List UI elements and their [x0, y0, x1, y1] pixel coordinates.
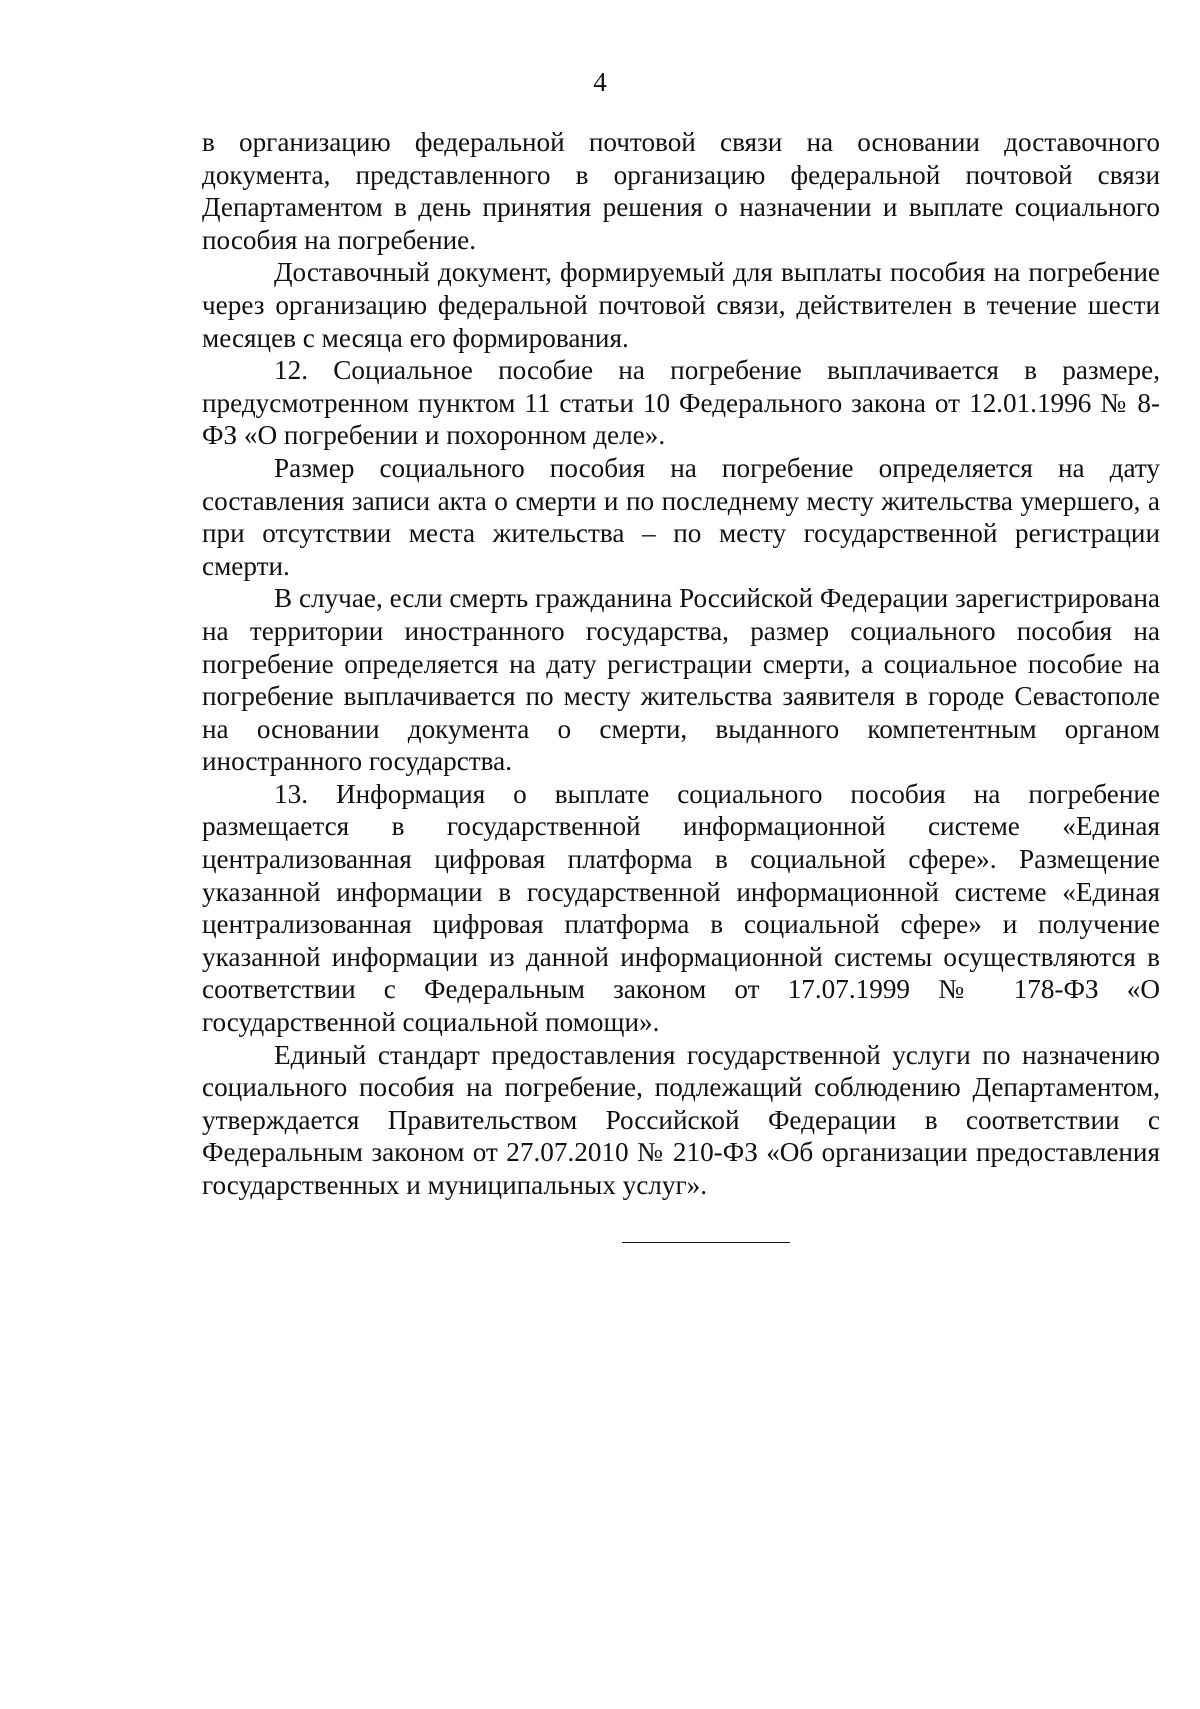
paragraph-unified-standard: Единый стандарт предоставления государственной услуги по назначению социального пособия на погребение, подлежащий соблюдению Департаментом, утверждается Правительством Российской Федерации в соответствии с Федеральным законом от 27.07.2010 № 210-ФЗ «Об организации предоставления государственных и муниципальных услуг». [202, 1039, 1160, 1200]
paragraph-clause-12: 12. Социальное пособие на погребение выплачивается в размере, предусмотренном пунктом 11 статьи 10 Федерального закона от 12.01.1996 № 8-ФЗ «О погребении и похоронном деле». [202, 355, 1160, 451]
document-body [202, 126, 1160, 1202]
paragraph-clause-13: 13. Информация о выплате социального пособия на погребение размещается в государственной информационной системе «Единая централизованная цифровая платформа в социальной сфере». Размещение указанной информации в государственной информационной системе «Единая централизованная цифровая платформа в социальной сфере» и получение указанной информации из данной информационной системы осуществляются в соответствии с Федеральным законом от 17.07.1999 № 178-ФЗ «О государственной социальной помощи». [202, 778, 1160, 1038]
paragraph-delivery-document: Доставочный документ, формируемый для выплаты пособия на погребение через организацию федеральной почтовой связи, действителен в течение шести месяцев с месяца его формирования. [202, 257, 1160, 353]
paragraph-continuation: в организацию федеральной почтовой связи на основании доставочного документа, представленного в организацию федеральной почтовой связи Департаментом в день принятия решения о назначении и выплате социального пособия на погребение. [202, 127, 1160, 255]
paragraph-benefit-amount: Размер социального пособия на погребение определяется на дату составления записи акта о смерти и по последнему месту жительства умершего, а при отсутствии места жительства – по месту государственной регистрации смерти. [202, 452, 1160, 581]
end-of-text-separator [622, 1242, 790, 1243]
page-number: 4 [593, 67, 607, 97]
paragraph-foreign-death: В случае, если смерть гражданина Российской Федерации зарегистрирована на территории иностранного государства, размер социального пособия на погребение определяется на дату регистрации смерти, а социальное пособие на погребение выплачивается по месту жительства заявителя в городе Севастополе на основании документа о смерти, выданного компетентным органом иностранного государства. [202, 583, 1160, 777]
